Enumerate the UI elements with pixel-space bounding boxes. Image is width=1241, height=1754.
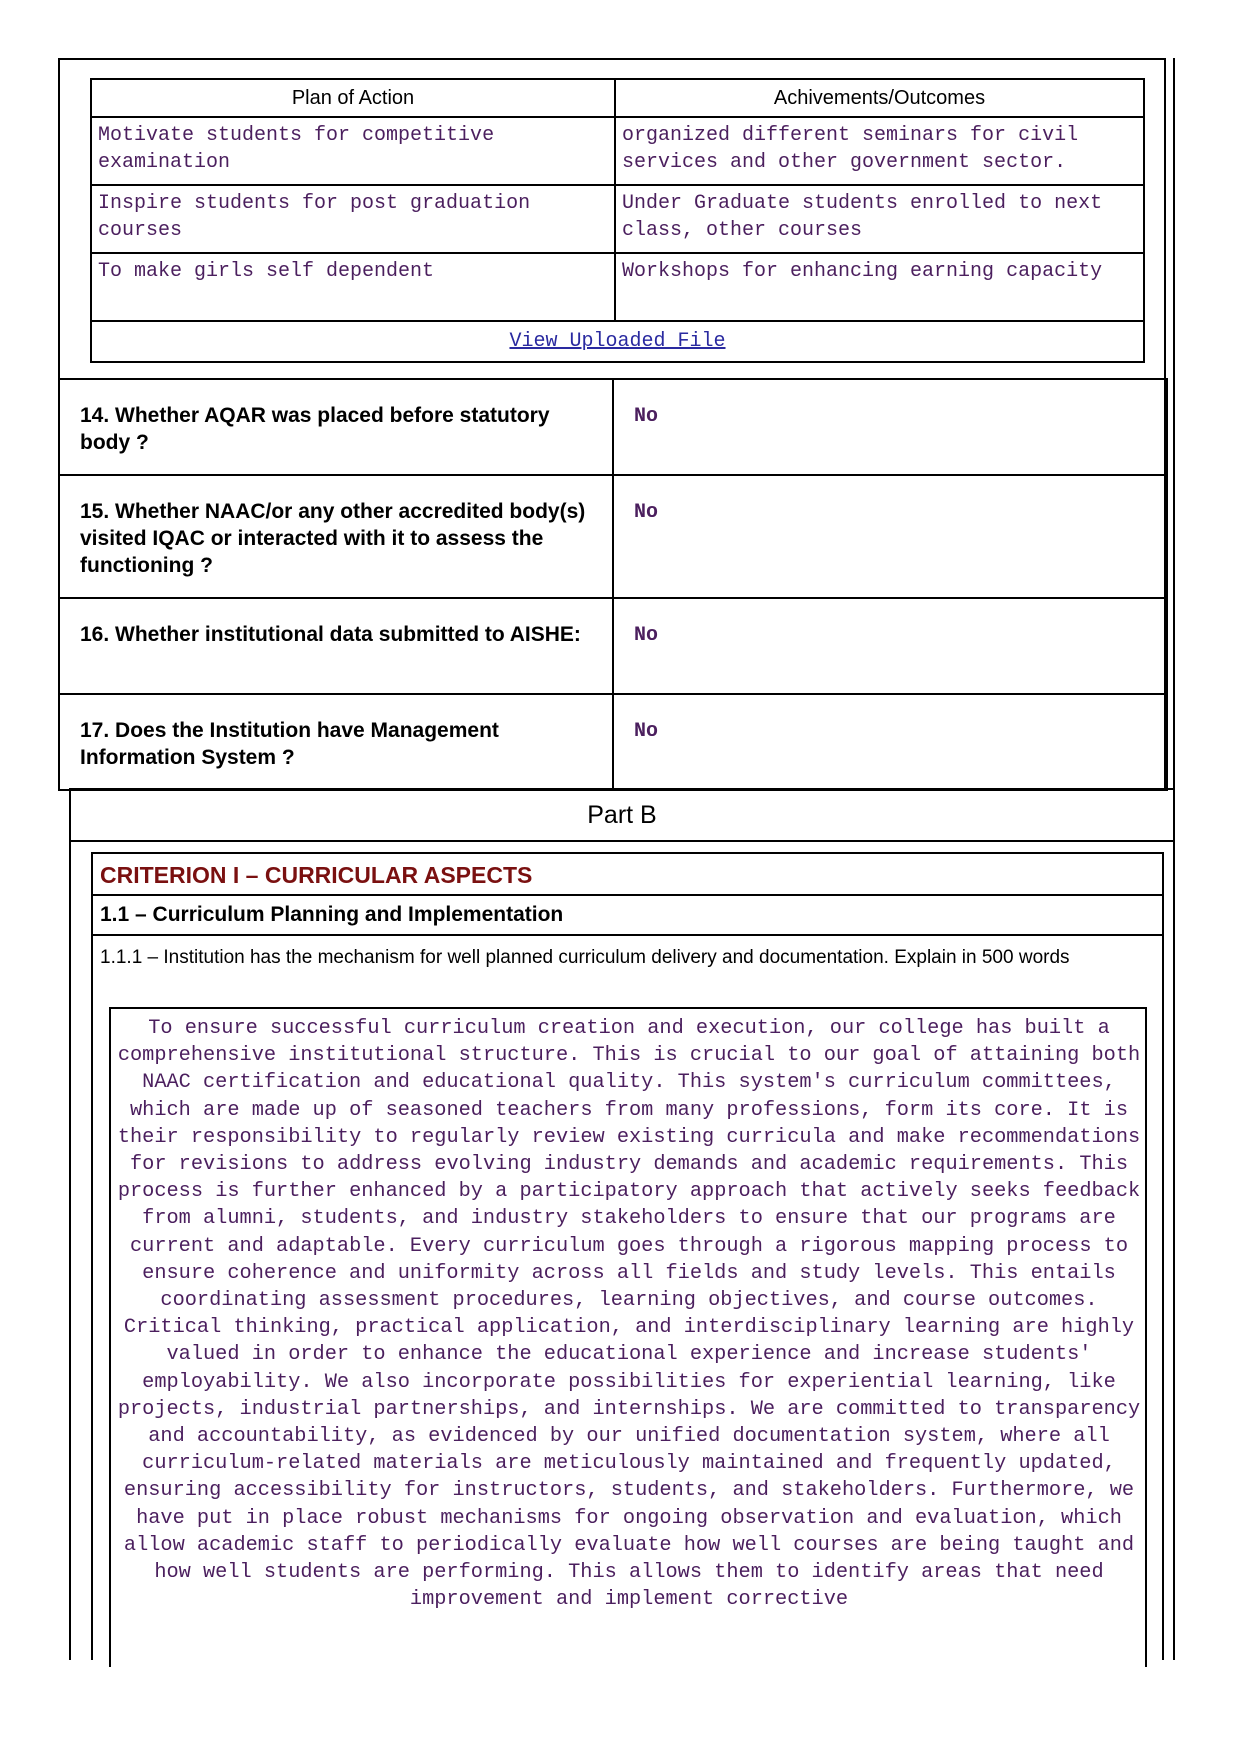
answer-box	[109, 1007, 1147, 1667]
outcome-cell: Under Graduate students enrolled to next class, other courses	[615, 185, 1144, 253]
question-text: 16. Whether institutional data submitted to AISHE:	[59, 598, 613, 694]
plan-cell: To make girls self dependent	[91, 253, 615, 321]
criterion-subtitle: 1.1 – Curriculum Planning and Implementation	[93, 896, 1162, 936]
questions-table	[58, 378, 1168, 791]
criterion-question: 1.1.1 – Institution has the mechanism for well planned curriculum delivery and documentation. Explain in 500 words	[100, 947, 1070, 968]
answer-text: No	[613, 598, 1167, 694]
answer-text: No	[613, 475, 1167, 598]
plan-cell: Inspire students for post graduation courses	[91, 185, 615, 253]
left-border-line	[69, 788, 71, 1660]
view-uploaded-file-link[interactable]: View Uploaded File	[509, 330, 726, 353]
table-header-row	[91, 79, 1144, 117]
table-row	[91, 117, 1144, 185]
plan-cell: Motivate students for competitive examination	[91, 117, 615, 185]
table-row	[91, 253, 1144, 321]
plan-of-action-table	[90, 78, 1145, 363]
plan-header: Plan of Action	[91, 79, 615, 117]
right-border-line	[1173, 58, 1175, 1660]
outcome-header: Achivements/Outcomes	[615, 79, 1144, 117]
question-row-15	[59, 475, 1167, 598]
question-text: 17. Does the Institution have Management Information System ?	[59, 694, 613, 790]
outcome-cell: Workshops for enhancing earning capacity	[615, 253, 1144, 321]
question-row-17	[59, 694, 1167, 790]
question-text: 14. Whether AQAR was placed before statutory body ?	[59, 379, 613, 475]
question-row-16	[59, 598, 1167, 694]
part-b-heading: Part B	[69, 788, 1175, 842]
table-row	[91, 185, 1144, 253]
answer-text: No	[613, 694, 1167, 790]
answer-text: To ensure successful curriculum creation and execution, our college has built a comprehensive institutional structure. This is crucial to our goal of attaining both NAAC certification and educational quality. This system's curriculum committees, which are made up of seasoned teachers from many professions, form its core. It is their responsibility to regularly review existing curricula and make recommendations for revisions to address evolving industry demands and academic requirements. This process is further enhanced by a participatory approach that actively seeks feedback from alumni, students, and industry stakeholders to ensure that our programs are current and adaptable. Every curriculum goes through a rigorous mapping process to ensure coherence and uniformity across all fields and study levels. This entails coordinating assessment procedures, learning objectives, and course outcomes. Critical thinking, practical application, and interdisciplinary learning are highly valued in order to enhance the educational experience and increase students' employability. We also incorporate possibilities for experiential learning, like projects, industrial partnerships, and internships. We are committed to transparency and accountability, as evidenced by our unified documentation system, where all curriculum-related materials are meticulously maintained and frequently updated, ensuring accessibility for instructors, students, and stakeholders. Furthermore, we have put in place robust mechanisms for ongoing observation and evaluation, which allow academic staff to periodically evaluate how well courses are being taught and how well students are performing. This allows them to identify areas that need improvement and implement corrective	[117, 1017, 1141, 1612]
outcome-cell: organized different seminars for civil services and other government sector.	[615, 117, 1144, 185]
link-row	[91, 321, 1144, 362]
question-text: 15. Whether NAAC/or any other accredited body(s) visited IQAC or interacted with it to assess the functioning ?	[59, 475, 613, 598]
answer-text: No	[613, 379, 1167, 475]
question-row-14	[59, 379, 1167, 475]
criterion-title: CRITERION I – CURRICULAR ASPECTS	[93, 854, 1162, 896]
criterion-section	[91, 852, 1164, 1660]
